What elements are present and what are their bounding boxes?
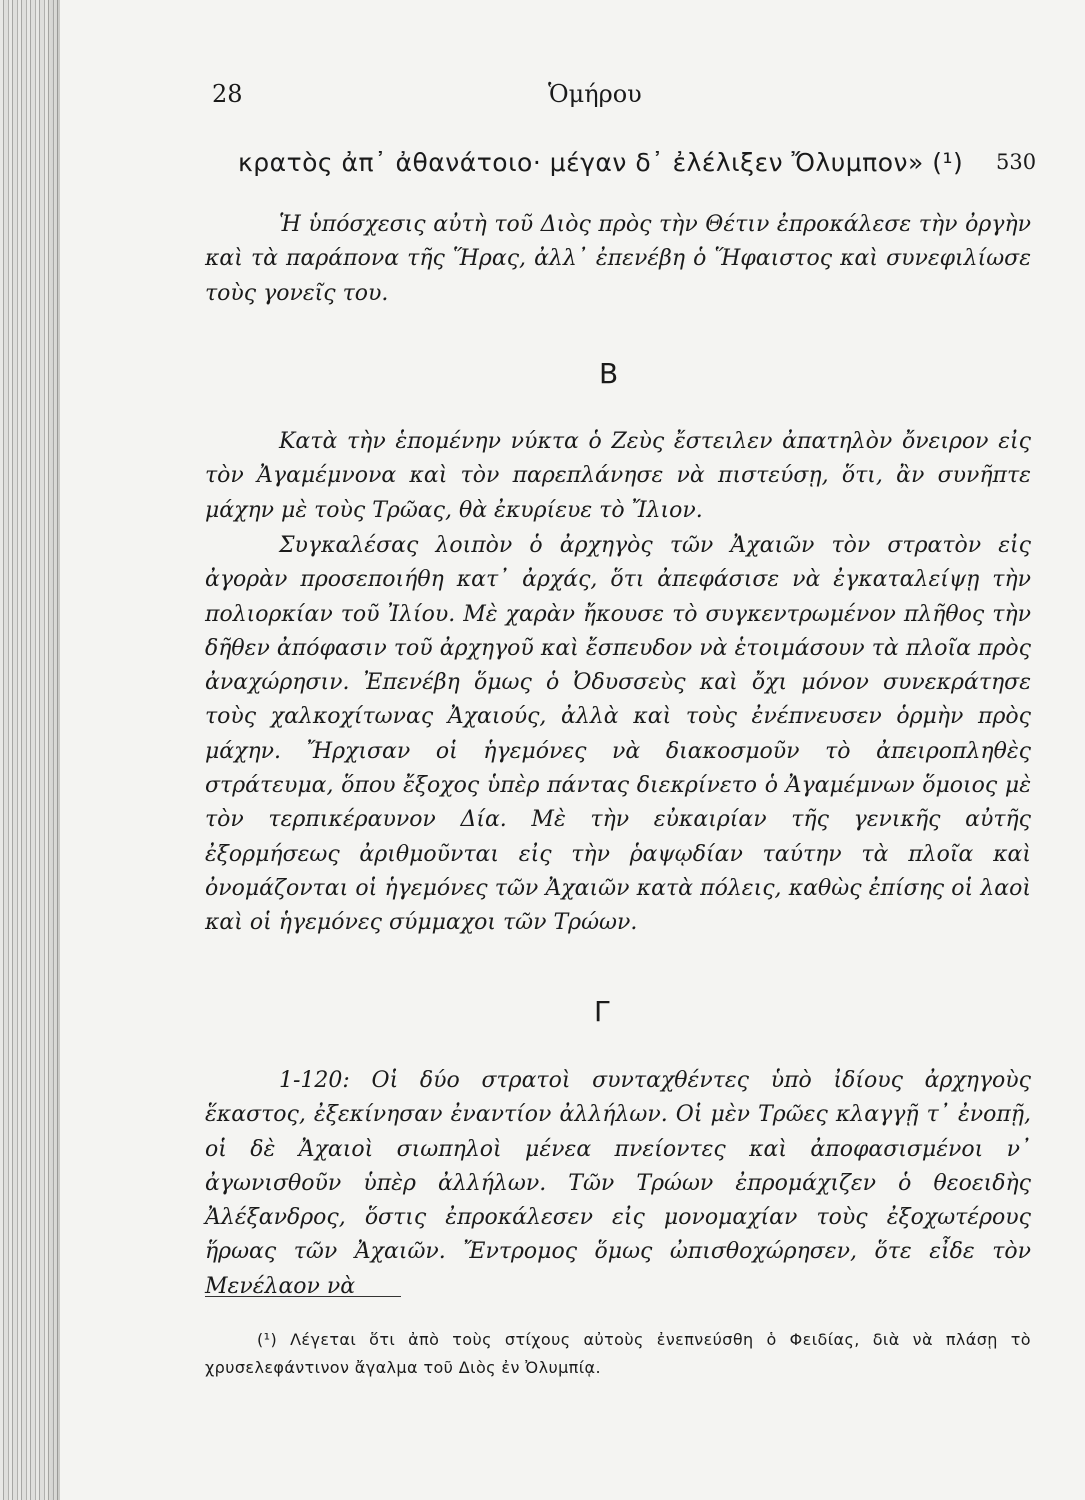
section-b-paragraph-2: Συγκαλέσας λοιπὸν ὁ ἀρχηγὸς τῶν Ἀχαιῶν τὸν στρατὸν εἰς ἀγορὰν προσεποιήθη κατ᾽ ἀρχάς, ὅτι ἀπεφάσισε νὰ ἐγκαταλείψῃ τὴν πολιορκίαν τοῦ Ἰλίου. Μὲ χαρὰν ἤκουσε τὸ συγκεντρωμένον πλῆθος τὴν δῆθεν ἀπόφασιν τοῦ ἀρχηγοῦ καὶ ἔσπευδον νὰ ἑτοιμάσουν τὰ πλοῖα πρὸς ἀναχώρησιν. Ἐπενέβη ὅμως ὁ Ὀδυσσεὺς καὶ ὄχι μόνον συνεκράτησε τοὺς χαλκοχίτωνας Ἀχαιούς, ἀλλὰ καὶ τοὺς ἐνέπνευσεν ὁρμὴν πρὸς μάχην. Ἤρχισαν οἱ ἡγεμόνες νὰ διακοσμοῦν τὸ ἀπειροπληθὲς στράτευμα, ὅπου ἔξοχος ὑπὲρ πάντας διεκρίνετο ὁ Ἀγαμέμνων ὅμοιος μὲ τὸν τερπικέραυνον Δία. Μὲ τὴν εὐκαιρίαν τῆς γενικῆς αὐτῆς ἐξορμήσεως ἀριθμοῦνται εἰς τὴν ῥαψῳδίαν ταύτην τὰ πλοῖα καὶ ὀνομάζονται οἱ ἡγεμόνες τῶν Ἀχαιῶν κατὰ πόλεις, καθὼς ἐπίσης οἱ λαοὶ καὶ οἱ ἡγεμόνες σύμμαχοι τῶν Τρώων. [205, 533, 1031, 936]
running-title: Ὁμήρου [548, 80, 642, 108]
page-edges [0, 0, 60, 1500]
page-number: 28 [212, 80, 243, 108]
section-heading-b: Β [599, 357, 619, 390]
footnote-rule [205, 1296, 401, 1297]
intro-paragraph: Ἡ ὑπόσχεσις αὐτὴ τοῦ Διὸς πρὸς τὴν Θέτιν ἐπροκάλεσε τὴν ὀργὴν καὶ τὰ παράπονα τῆς Ἥρας, ἀλλ᾽ ἐπενέβη ὁ Ἥφαιστος καὶ συνεφιλίωσε τοὺς γονεῖς του. [205, 212, 1031, 306]
verse-line-number: 530 [996, 150, 1037, 174]
section-c-paragraph-1: 1-120: Οἱ δύο στρατοὶ συνταχθέντες ὑπὸ ἰδίους ἀρχηγοὺς ἕκαστος, ἐξεκίνησαν ἐναντίον ἀλλήλων. Οἱ μὲν Τρῶες κλαγγῇ τ᾽ ἐνοπῇ, οἱ δὲ Ἀχαιοὶ σιωπηλοὶ μένεα πνείοντες καὶ ἀποφασισμένοι ν᾽ ἀγωνισθοῦν ὑπὲρ ἀλλήλων. Τῶν Τρώων ἐπρομάχιζεν ὁ θεοειδὴς Ἀλέξανδρος, ὅστις ἐπροκάλεσεν εἰς μονομαχίαν τοὺς ἐξοχωτέρους ἥρωας τῶν Ἀχαιῶν. Ἔντρομος ὅμως ὠπισθοχώρησεν, ὅτε εἶδε τὸν Μενέλαον νὰ [205, 1068, 1031, 1299]
book-page [60, 0, 1085, 1500]
verse-line: κρατὸς ἀπ᾽ ἀθανάτοιο· μέγαν δ᾽ ἐλέλιξεν Ὄλυμπον» (¹) [238, 148, 964, 177]
section-b-paragraph-1: Κατὰ τὴν ἑπομένην νύκτα ὁ Ζεὺς ἔστειλεν ἀπατηλὸν ὄνειρον εἰς τὸν Ἀγαμέμνονα καὶ τὸν παρεπλάνησε νὰ πιστεύσῃ, ὅτι, ἂν συνῆπτε μάχην μὲ τοὺς Τρῶας, θὰ ἐκυρίευε τὸ Ἴλιον. [205, 429, 1031, 523]
section-heading-c: Γ [594, 995, 610, 1028]
footnote: (¹) Λέγεται ὅτι ἀπὸ τοὺς στίχους αὐτοὺς ἐνεπνεύσθη ὁ Φειδίας, διὰ νὰ πλάσῃ τὸ χρυσελεφάντινον ἄγαλμα τοῦ Διὸς ἐν Ὀλυμπίᾳ. [205, 1330, 1031, 1377]
